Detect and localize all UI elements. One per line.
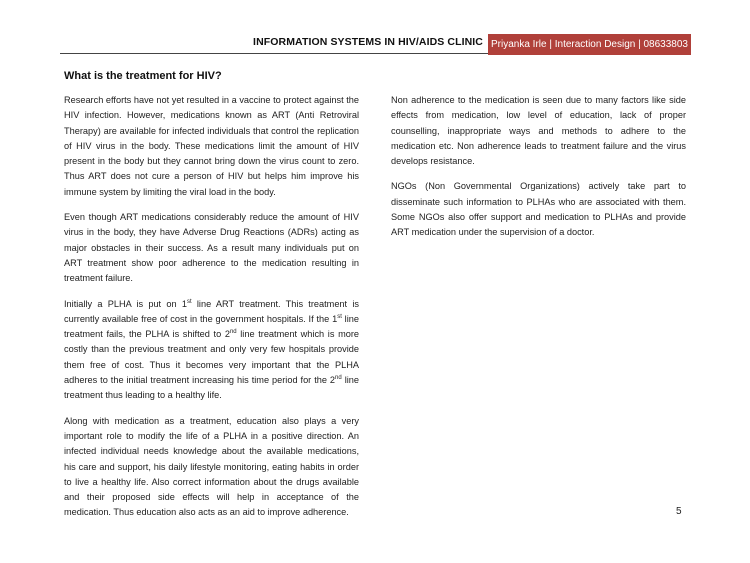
header-divider — [60, 53, 488, 54]
paragraph-ngos: NGOs (Non Governmental Organizations) actively take part to disseminate such information to PLHAs who are associated with them. Some NGOs also offer support and medication to PLHAs and provide ART medication under the supervision of a doctor. — [391, 181, 686, 238]
superscript: nd — [229, 329, 237, 336]
superscript: nd — [335, 374, 342, 381]
page-number: 5 — [676, 506, 682, 517]
text-segment: line treatment which is more costly than the previous treatment and only very few hospitals provide them free of cost. Thus it becomes very important that the PLHA adheres to the initial treatment increasing his time period for the 2 — [64, 329, 359, 386]
left-column — [64, 93, 359, 531]
superscript: st — [186, 298, 192, 305]
paragraph-non-adherence: Non adherence to the medication is seen due to many factors like side effects from medication, low level of education, lack of proper counselling, inappropriate ways and methods to adhere to the medication etc. Non adherence leads to treatment failure and the virus develops resistance. — [391, 95, 686, 167]
text-segment: line treatment fails, the PLHA is shifted to 2 — [64, 313, 359, 340]
text-segment: line treatment thus leading to a healthy life. — [64, 375, 359, 401]
paragraph-vaccine-research: Research efforts have not yet resulted in a vaccine to protect against the HIV infection. However, medications known as ART (Anti Retroviral Therapy) are available for infected individuals that control the replication of HIV virus in the body. These medications limit the amount of HIV present in the body but they cannot bring down the virus count to zero. Thus ART does not cure a person of HIV but helps him improve his immune system by limiting the viral load in the body. — [64, 95, 359, 197]
author-badge: Priyanka Irle | Interaction Design | 08633803 — [488, 34, 691, 55]
section-title: What is the treatment for HIV? — [64, 70, 222, 82]
superscript: st — [337, 313, 342, 320]
paragraph-treatment-lines — [64, 297, 359, 404]
header-title: INFORMATION SYSTEMS IN HIV/AIDS CLINIC — [253, 36, 483, 48]
text-segment: Initially a PLHA is put on 1 — [64, 298, 187, 309]
right-column — [391, 93, 686, 251]
paragraph-education: Along with medication as a treatment, education also plays a very important role to modify the life of a PLHA in a positive direction. An infected individual needs knowledge about the available medications, his care and support, his daily lifestyle monitoring, eating habits in order to live a healthy life. Also correct information about the drugs available and their proposed side effects will help in acceptance of the medication. Thus education also acts as an aid to improve adherence. — [64, 415, 359, 518]
text-segment: line ART treatment. This treatment is currently available free of cost in the government hospitals. If the 1 — [64, 298, 359, 324]
paragraph-adverse-reactions: Even though ART medications considerably reduce the amount of HIV virus in the body, they have Adverse Drug Reactions (ADRs) acting as major obstacles in their success. As a result many individuals put on ART treatment show poor adherence to the medication resulting in treatment failure. — [64, 212, 359, 284]
